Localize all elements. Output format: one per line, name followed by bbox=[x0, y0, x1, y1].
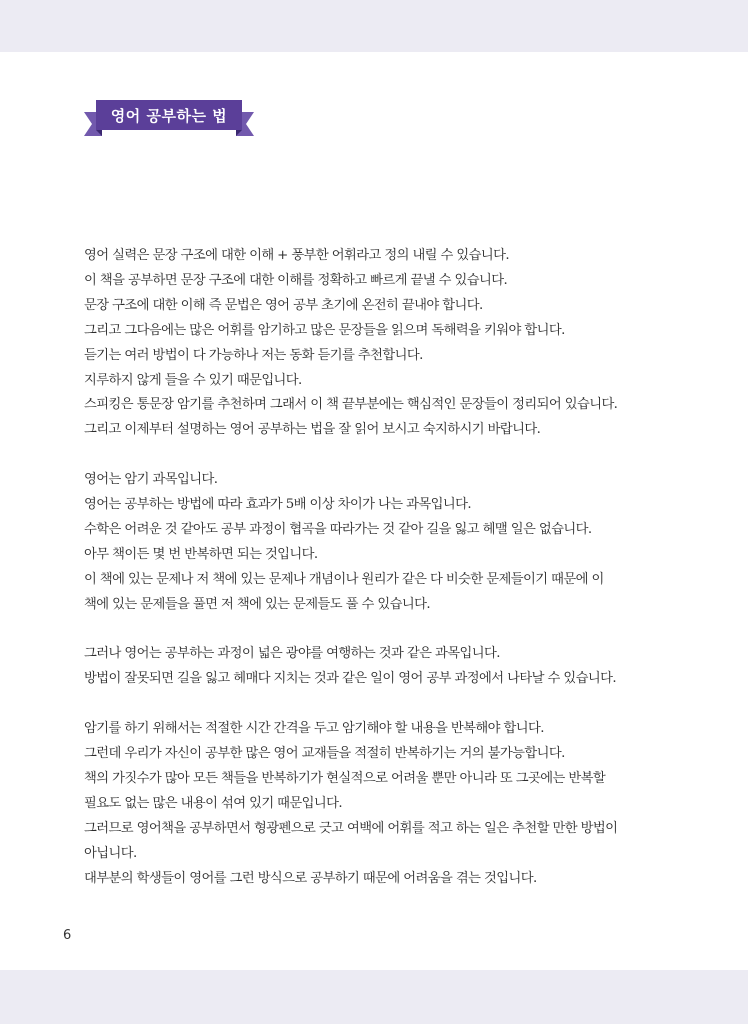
text-line: 영어는 공부하는 방법에 따라 효과가 5배 이상 차이가 나는 과목입니다. bbox=[84, 497, 471, 513]
text-line: 아무 책이든 몇 번 반복하면 되는 것입니다. bbox=[84, 546, 318, 562]
section-title: 영어 공부하는 법 bbox=[110, 107, 228, 125]
text-line: 그리고 이제부터 설명하는 영어 공부하는 법을 잘 읽어 보시고 숙지하시기 바랍니다. bbox=[84, 422, 541, 438]
section-title-banner bbox=[84, 100, 254, 142]
body-text bbox=[84, 244, 664, 892]
text-line: 방법이 잘못되면 길을 잃고 헤매다 지치는 것과 같은 일이 영어 공부 과정에서 나타날 수 있습니다. bbox=[84, 671, 616, 687]
page-number: 6 bbox=[63, 928, 72, 943]
text-line: 이 책을 공부하면 문장 구조에 대한 이해를 정확하고 빠르게 끝낼 수 있습니다. bbox=[84, 272, 508, 288]
text-line: 그러나 영어는 공부하는 과정이 넓은 광야를 여행하는 것과 같은 과목입니다. bbox=[84, 646, 500, 662]
text-line: 암기를 하기 위해서는 적절한 시간 간격을 두고 암기해야 할 내용을 반복해야 합니다. bbox=[84, 721, 544, 737]
text-line: 영어는 암기 과목입니다. bbox=[84, 472, 218, 488]
text-line: 책의 가짓수가 많아 모든 책들을 반복하기가 현실적으로 어려울 뿐만 아니라 또 그곳에는 반복할 bbox=[84, 770, 606, 786]
text-line: 이 책에 있는 문제나 저 책에 있는 문제나 개념이나 원리가 같은 다 비슷한 문제들이기 때문에 이 bbox=[84, 571, 604, 587]
text-line: 그리고 그다음에는 많은 어휘를 암기하고 많은 문장들을 읽으며 독해력을 키워야 합니다. bbox=[84, 322, 565, 338]
text-line: 그런데 우리가 자신이 공부한 많은 영어 교재들을 적절히 반복하기는 거의 불가능합니다. bbox=[84, 746, 565, 762]
text-line: 수학은 어려운 것 같아도 공부 과정이 협곡을 따라가는 것 같아 길을 잃고 헤맬 일은 없습니다. bbox=[84, 521, 592, 537]
text-line: 책에 있는 문제들을 풀면 저 책에 있는 문제들도 풀 수 있습니다. bbox=[84, 596, 431, 612]
text-line: 듣기는 여러 방법이 다 가능하나 저는 동화 듣기를 추천합니다. bbox=[84, 347, 423, 363]
text-line: 그러므로 영어책을 공부하면서 형광펜으로 긋고 여백에 어휘를 적고 하는 일은 추천할 만한 방법이 bbox=[84, 820, 618, 836]
document-page bbox=[0, 52, 748, 970]
text-line: 지루하지 않게 들을 수 있기 때문입니다. bbox=[84, 372, 302, 388]
paragraph-4 bbox=[84, 717, 664, 891]
text-line: 필요도 없는 많은 내용이 섞여 있기 때문입니다. bbox=[84, 795, 343, 811]
text-line: 아닙니다. bbox=[84, 845, 137, 861]
paragraph-1 bbox=[84, 244, 664, 443]
text-line: 스피킹은 통문장 암기를 추천하며 그래서 이 책 끝부분에는 핵심적인 문장들이 정리되어 있습니다. bbox=[84, 397, 618, 413]
paragraph-2 bbox=[84, 468, 664, 617]
paragraph-3 bbox=[84, 642, 664, 692]
text-line: 영어 실력은 문장 구조에 대한 이해 + 풍부한 어휘라고 정의 내릴 수 있습니다. bbox=[84, 248, 510, 263]
text-line: 대부분의 학생들이 영어를 그런 방식으로 공부하기 때문에 어려움을 겪는 것입니다. bbox=[84, 870, 537, 886]
text-line: 문장 구조에 대한 이해 즉 문법은 영어 공부 초기에 온전히 끝내야 합니다. bbox=[84, 297, 483, 313]
